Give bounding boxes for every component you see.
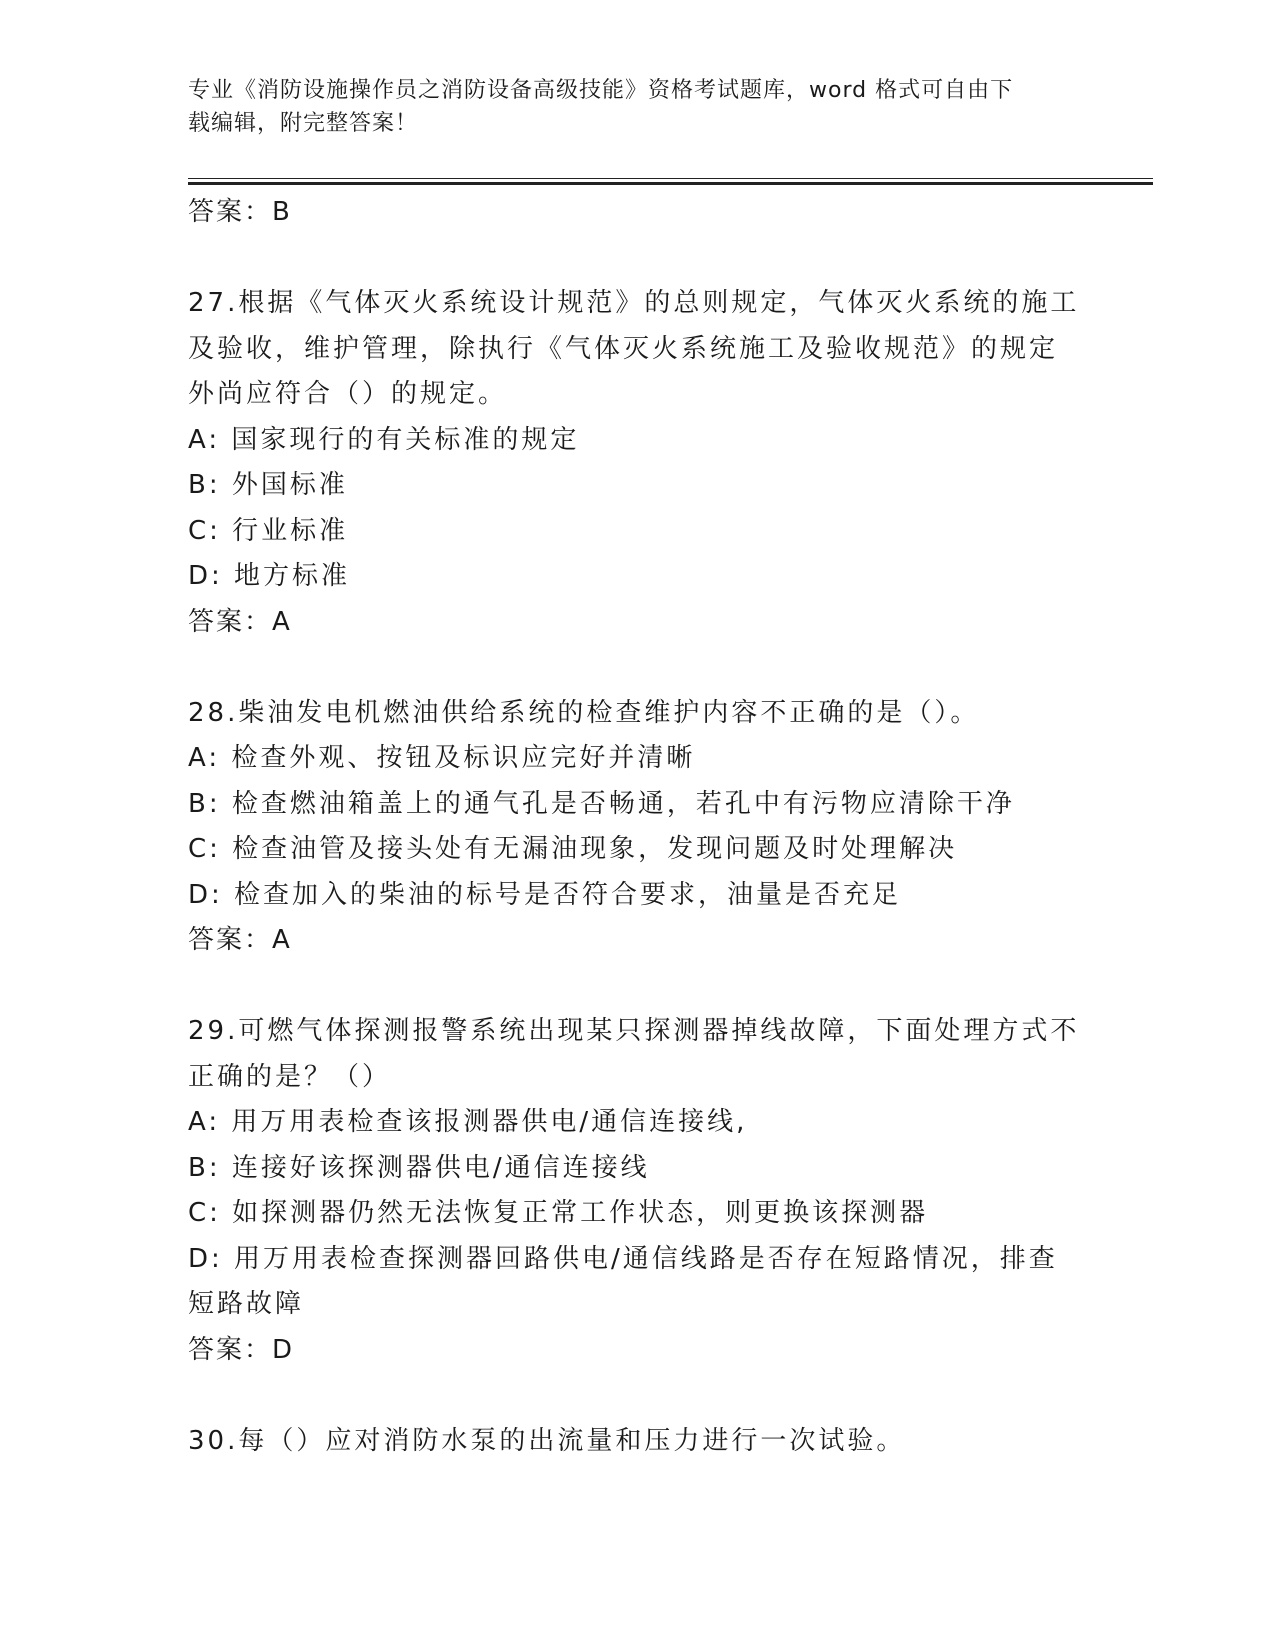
spacer — [188, 236, 1088, 282]
spacer — [188, 645, 1088, 691]
question-stem-line: 及验收，维护管理，除执行《气体灭火系统施工及验收规范》的规定 — [188, 333, 1059, 364]
option-c: C: 如探测器仍然无法恢复正常工作状态，则更换该探测器 — [188, 1198, 929, 1228]
option-d-continued: 短路故障 — [188, 1289, 305, 1319]
question-27 — [188, 281, 1088, 645]
option-d: D: 用万用表检查探测器回路供电/通信线路是否存在短路情况，排查 — [188, 1243, 1058, 1274]
option-d: D: 检查加入的柴油的标号是否符合要求，油量是否充足 — [188, 879, 902, 910]
header-line-1: 专业《消防设施操作员之消防设备高级技能》资格考试题库，word 格式可自由下 — [188, 78, 1014, 103]
option-a: A: 用万用表检查该报测器供电/通信连接线, — [188, 1107, 748, 1137]
spacer — [188, 1373, 1088, 1419]
question-30 — [188, 1419, 1088, 1465]
answer: 答案：D — [188, 1334, 295, 1365]
question-stem-line: 28.柴油发电机燃油供给系统的检查维护内容不正确的是（）。 — [188, 697, 980, 728]
question-28 — [188, 691, 1088, 964]
question-stem-line: 27.根据《气体灭火系统设计规范》的总则规定，气体灭火系统的施工 — [188, 288, 1080, 318]
spacer — [188, 964, 1088, 1010]
option-c: C: 行业标准 — [188, 515, 349, 546]
previous-answer: 答案：B — [188, 197, 292, 227]
option-a: A: 国家现行的有关标准的规定 — [188, 424, 580, 455]
question-list — [188, 190, 1088, 1464]
header-rule-thin — [188, 178, 1153, 179]
option-c: C: 检查油管及接头处有无漏油现象，发现问题及时处理解决 — [188, 834, 958, 864]
option-b: B: 连接好该探测器供电/通信连接线 — [188, 1152, 650, 1183]
option-b: B: 外国标准 — [188, 470, 348, 500]
answer: 答案：A — [188, 925, 292, 955]
option-a: A: 检查外观、按钮及标识应完好并清晰 — [188, 743, 696, 773]
document-header — [188, 74, 1088, 140]
question-stem-line: 29.可燃气体探测报警系统出现某只探测器掉线故障，下面处理方式不 — [188, 1016, 1080, 1046]
option-d: D: 地方标准 — [188, 561, 351, 591]
answer: 答案：A — [188, 606, 292, 637]
question-stem-line: 30.每（）应对消防水泵的出流量和压力进行一次试验。 — [188, 1425, 906, 1456]
header-line-2: 载编辑，附完整答案！ — [188, 111, 419, 136]
question-29 — [188, 1009, 1088, 1373]
question-stem-line: 正确的是？（） — [188, 1061, 392, 1092]
header-rule-thick — [188, 182, 1153, 185]
option-b: B: 检查燃油箱盖上的通气孔是否畅通，若孔中有污物应清除干净 — [188, 788, 1015, 819]
question-stem-line: 外尚应符合（）的规定。 — [188, 379, 508, 409]
